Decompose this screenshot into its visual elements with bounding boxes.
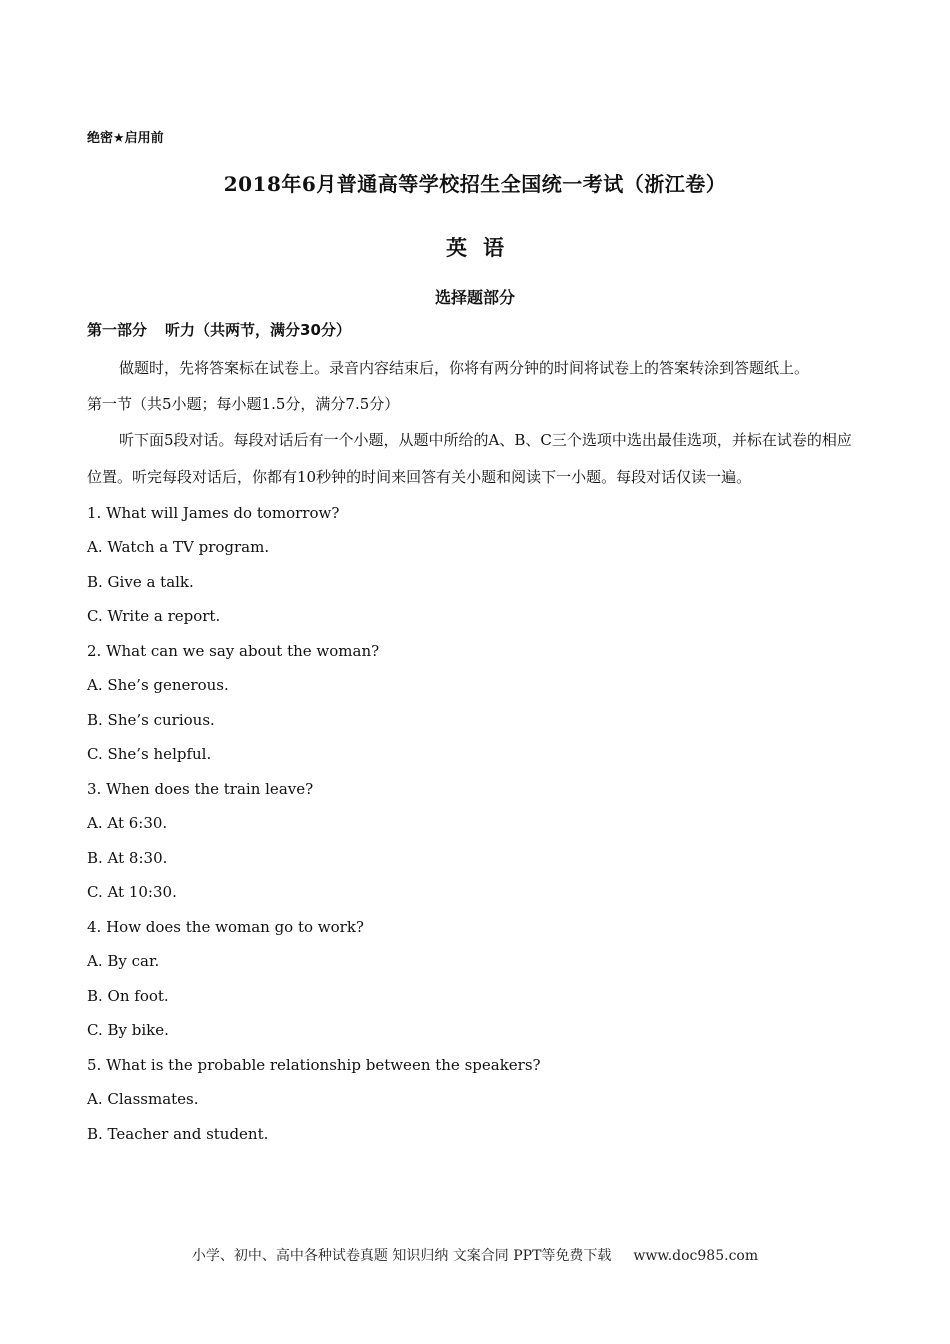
footer — [0, 1245, 950, 1265]
part-instruction: 做题时，先将答案标在试卷上。录音内容结束后，你将有两分钟的时间将试卷上的答案转涂到答题纸上。 — [119, 359, 810, 377]
part-label: 第一部分 — [87, 321, 148, 339]
question-stem: 3. When does the train leave? — [87, 779, 314, 798]
answer-option: A. By car. — [87, 952, 160, 970]
answer-option: A. Watch a TV program. — [87, 538, 270, 556]
answer-option: B. On foot. — [87, 986, 169, 1005]
answer-option: A. She’s generous. — [87, 676, 229, 694]
question-list — [87, 496, 863, 1152]
section-heading: 第一节（共5小题；每小题1.5分，满分7.5分） — [87, 395, 400, 413]
answer-option: C. At 10:30. — [87, 883, 177, 901]
section-title: 选择题部分 — [434, 288, 515, 307]
answer-option: B. At 8:30. — [87, 848, 168, 867]
part-title: 听力（共两节，满分30分） — [165, 321, 351, 339]
answer-option: C. She’s helpful. — [87, 745, 212, 763]
subject-title: 英语 — [446, 236, 520, 260]
answer-option: B. She’s curious. — [87, 710, 215, 729]
exam-title: 2018年6月普通高等学校招生全国统一考试（浙江卷） — [223, 172, 727, 196]
footer-url: www.doc985.com — [633, 1248, 759, 1264]
footer-text: 小学、初中、高中各种试卷真题 知识归纳 文案合同 PPT等免费下载 — [191, 1248, 612, 1264]
question-stem: 2. What can we say about the woman? — [87, 641, 380, 660]
answer-option: C. Write a report. — [87, 607, 221, 625]
answer-option: C. By bike. — [87, 1021, 169, 1039]
part-heading — [87, 316, 863, 350]
answer-option: B. Give a talk. — [87, 572, 194, 591]
answer-option: A. At 6:30. — [87, 814, 168, 832]
question-stem: 4. How does the woman go to work? — [87, 917, 364, 936]
answer-option: B. Teacher and student. — [87, 1124, 269, 1143]
confidential-mark: 绝密★启用前 — [87, 131, 164, 146]
answer-option: A. Classmates. — [87, 1090, 199, 1108]
section-instruction: 听下面5段对话。每段对话后有一个小题，从题中所给的A、B、C三个选项中选出最佳选项，并标在试卷的相应位置。听完每段对话后，你都有10秒钟的时间来回答有关小题和阅读下一小题。每段对话仅读一遍。 — [87, 430, 852, 486]
question-stem: 5. What is the probable relationship between the speakers? — [87, 1055, 541, 1074]
question-stem: 1. What will James do tomorrow? — [87, 503, 340, 522]
exam-content — [87, 316, 863, 1151]
